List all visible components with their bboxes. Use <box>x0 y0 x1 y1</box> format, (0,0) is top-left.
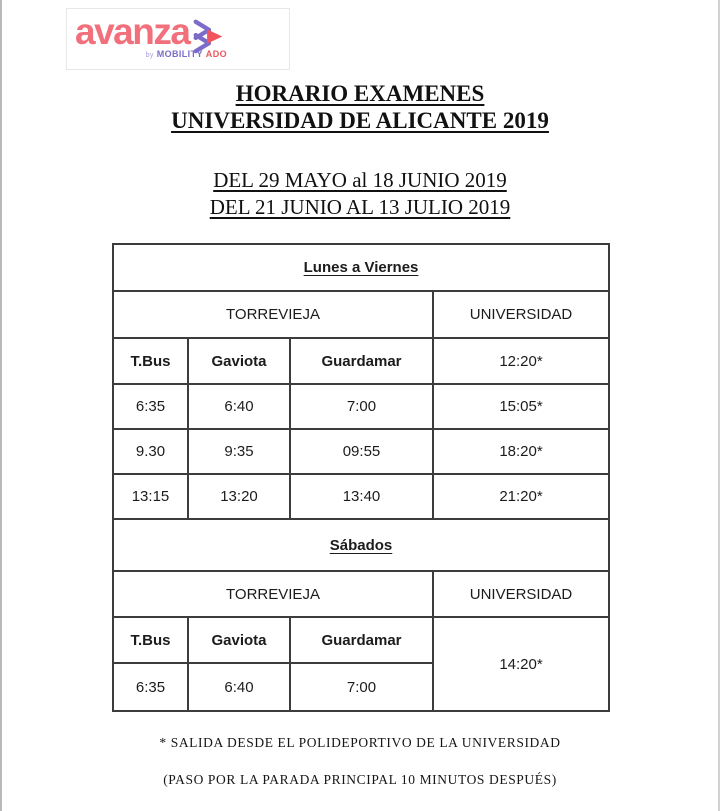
weekday-stop-header-guardamar: Guardamar <box>290 338 433 384</box>
weekday-row-1 <box>113 384 609 429</box>
schedule-table <box>112 243 610 712</box>
tagline-mobility: MOBILITY <box>156 49 203 59</box>
saturday-time-guardamar: 7:00 <box>290 663 433 711</box>
date-ranges <box>2 167 718 221</box>
weekday-time-tbus-2: 9.30 <box>113 429 188 474</box>
weekday-time-guardamar-2: 09:55 <box>290 429 433 474</box>
saturday-universidad-time: 14:20* <box>433 617 609 711</box>
footnote-salida: * SALIDA DESDE EL POLIDEPORTIVO DE LA UNIVERSIDAD <box>159 735 561 750</box>
weekday-stop-header-tbus: T.Bus <box>113 338 188 384</box>
tagline-by: by <box>145 52 154 59</box>
weekday-time-gaviota-3: 13:20 <box>188 474 290 519</box>
weekday-time-gaviota-1: 6:40 <box>188 384 290 429</box>
weekday-row-2 <box>113 429 609 474</box>
weekday-section-title: Lunes a Viernes <box>113 244 609 291</box>
saturday-stop-header-guardamar: Guardamar <box>290 617 433 663</box>
weekday-stop-header-gaviota: Gaviota <box>188 338 290 384</box>
title-line-2: UNIVERSIDAD DE ALICANTE 2019 <box>171 108 549 133</box>
tagline-ado: ADO <box>205 49 227 59</box>
saturday-section-title: Sábados <box>113 519 609 571</box>
saturday-stop-header-tbus: T.Bus <box>113 617 188 663</box>
date-range-2: DEL 21 JUNIO AL 13 JULIO 2019 <box>209 195 511 219</box>
weekday-origin-header: TORREVIEJA <box>113 291 433 338</box>
footnote-paso: (PASO POR LA PARADA PRINCIPAL 10 MINUTOS DESPUÉS) <box>163 772 557 787</box>
page-title <box>2 80 718 134</box>
weekday-universidad-time-3: 18:20* <box>433 429 609 474</box>
weekday-time-tbus-3: 13:15 <box>113 474 188 519</box>
title-line-1: HORARIO EXAMENES <box>235 81 485 106</box>
date-range-1: DEL 29 MAYO al 18 JUNIO 2019 <box>213 168 507 192</box>
weekday-destination-header: UNIVERSIDAD <box>433 291 609 338</box>
weekday-universidad-time-2: 15:05* <box>433 384 609 429</box>
weekday-time-gaviota-2: 9:35 <box>188 429 290 474</box>
saturday-stop-header-gaviota: Gaviota <box>188 617 290 663</box>
saturday-origin-header: TORREVIEJA <box>113 571 433 617</box>
avanza-logo <box>66 8 290 70</box>
saturday-destination-header: UNIVERSIDAD <box>433 571 609 617</box>
weekday-time-tbus-1: 6:35 <box>113 384 188 429</box>
weekday-row-3 <box>113 474 609 519</box>
weekday-universidad-time-4: 21:20* <box>433 474 609 519</box>
footnotes <box>2 735 718 788</box>
weekday-time-guardamar-1: 7:00 <box>290 384 433 429</box>
weekday-universidad-time-1: 12:20* <box>433 338 609 384</box>
avanza-wordmark: avanza <box>75 11 190 52</box>
weekday-time-guardamar-3: 13:40 <box>290 474 433 519</box>
saturday-time-tbus: 6:35 <box>113 663 188 711</box>
saturday-time-gaviota: 6:40 <box>188 663 290 711</box>
